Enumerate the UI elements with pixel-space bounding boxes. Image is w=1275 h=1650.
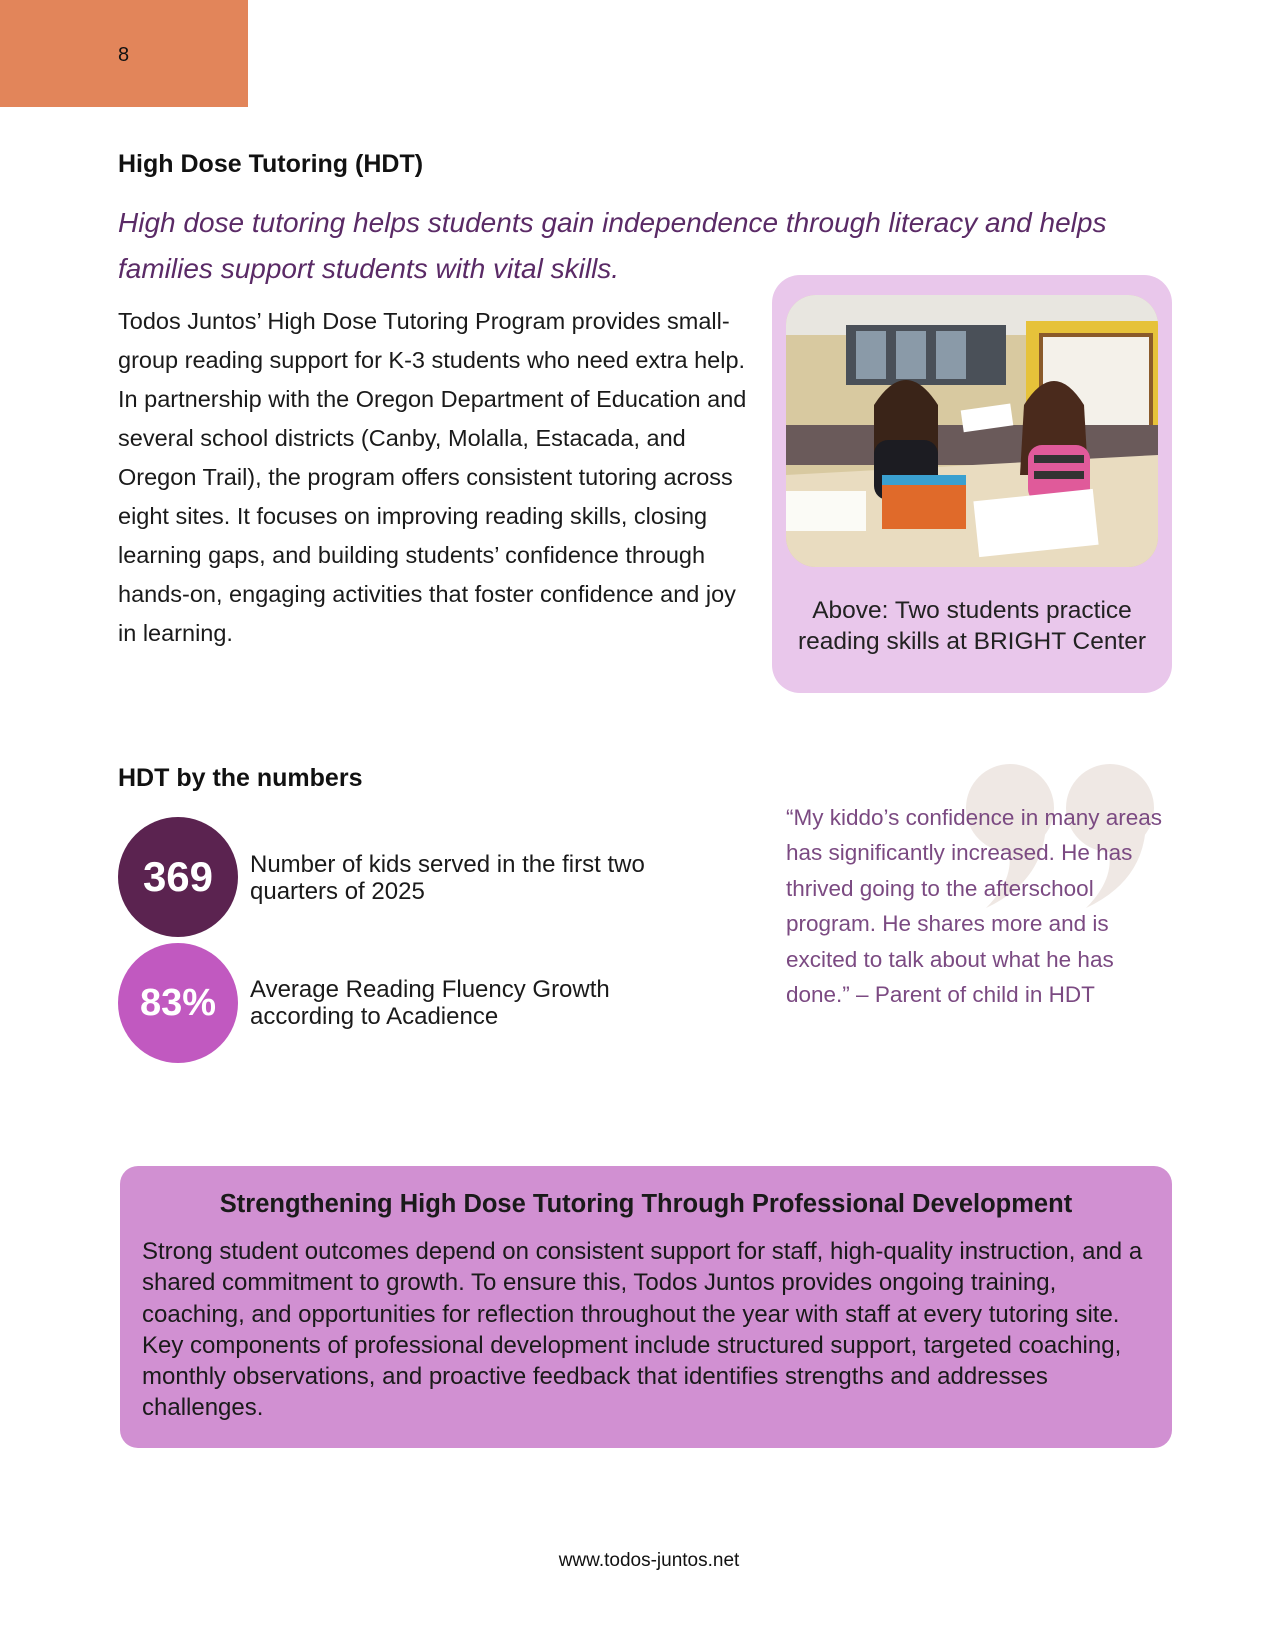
parent-quote: “My kiddo’s confidence in many areas has significantly increased. He has thrived going to the afterschool program. He shares more and is excited to talk about what he has done.” – Parent of child in HDT — [786, 805, 1163, 1008]
numbers-title: HDT by the numbers — [118, 764, 363, 792]
stat-fluency-growth-value: 83% — [118, 943, 238, 1063]
pd-body: Strong student outcomes depend on consistent support for staff, high-quality instruction, and a shared commitment to growth. To ensure this, Todos Juntos provides ongoing training, coaching, and opportunities for reflection throughout the year with staff at every tutoring site. Key components of professional development include structured support, targeted coaching, monthly observations, and proactive feedback that identifies strengths and addresses challenges. — [142, 1238, 1143, 1422]
section-body: Todos Juntos’ High Dose Tutoring Program provides small-group reading support for K-3 students who need extra help. In partnership with the Oregon Department of Education and several school districts (Canby, Molalla, Estacada, and Oregon Trail), the program offers consistent tutoring across eight sites. It focuses on improving reading skills, closing learning gaps, and building students’ confidence through hands-on, engaging activities that foster confidence and joy in learning. — [118, 308, 747, 646]
photo-caption: Above: Two students practice reading skills at BRIGHT Center — [797, 597, 1147, 655]
stat-kids-served-value: 369 — [118, 817, 238, 937]
photo-card — [772, 275, 1172, 693]
professional-development-box — [120, 1166, 1172, 1448]
students-photo — [786, 295, 1158, 567]
section-tagline: High dose tutoring helps students gain independence through literacy and helps families support students with vital skills. — [118, 207, 1107, 284]
footer-url[interactable]: www.todos-juntos.net — [558, 1550, 740, 1571]
stat-fluency-growth-label: Average Reading Fluency Growth according to Acadience — [250, 976, 610, 1030]
page-number: 8 — [118, 44, 130, 66]
stat-kids-served-label: Number of kids served in the first two quarters of 2025 — [250, 851, 645, 905]
pd-title: Strengthening High Dose Tutoring Through Professional Development — [219, 1190, 1073, 1218]
section-title: High Dose Tutoring (HDT) — [118, 150, 424, 178]
